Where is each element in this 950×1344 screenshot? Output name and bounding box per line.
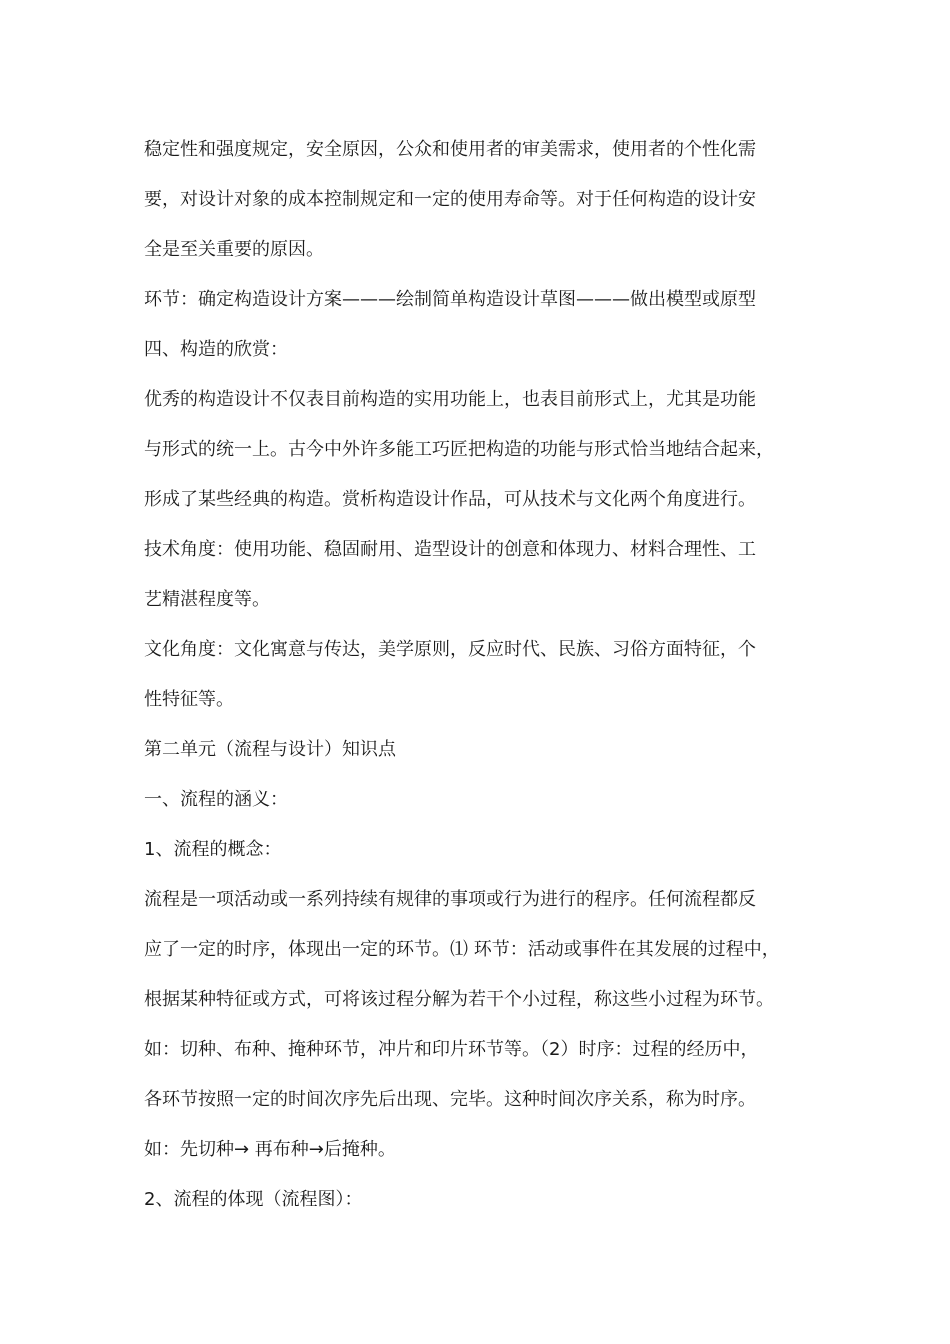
text-line: 文化角度：文化寓意与传达，美学原则，反应时代、民族、习俗方面特征，个 xyxy=(144,639,756,660)
text-line: 与形式的统一上。古今中外许多能工巧匠把构造的功能与形式恰当地结合起来， xyxy=(144,439,774,460)
text-line: 各环节按照一定的时间次序先后出现、完毕。这种时间次序关系，称为时序。 xyxy=(144,1089,756,1110)
section-heading: 四、构造的欣赏： xyxy=(144,339,288,360)
text-line: 艺精湛程度等。 xyxy=(144,589,270,610)
unit-heading: 第二单元（流程与设计）知识点 xyxy=(144,739,396,760)
section-heading: 一、流程的涵义： xyxy=(144,789,288,810)
text-line: 性特征等。 xyxy=(144,689,234,710)
text-line: 稳定性和强度规定，安全原因，公众和使用者的审美需求，使用者的个性化需 xyxy=(144,139,756,160)
text-line: 全是至关重要的原因。 xyxy=(144,239,324,260)
subsection-heading: 2、流程的体现（流程图）： xyxy=(144,1189,363,1210)
text-line: 如：先切种→ 再布种→后掩种。 xyxy=(144,1139,396,1160)
text-line: 优秀的构造设计不仅表目前构造的实用功能上，也表目前形式上，尤其是功能 xyxy=(144,389,756,410)
text-line: 应了一定的时序，体现出一定的环节。⑴ 环节：活动或事件在其发展的过程中， xyxy=(144,939,780,960)
text-line: 形成了某些经典的构造。赏析构造设计作品，可从技术与文化两个角度进行。 xyxy=(144,489,756,510)
text-line: 技术角度：使用功能、稳固耐用、造型设计的创意和体现力、材料合理性、工 xyxy=(144,539,756,560)
text-line: 如：切种、布种、掩种环节，冲片和印片环节等。（2）时序：过程的经历中， xyxy=(144,1039,759,1060)
text-line: 要，对设计对象的成本控制规定和一定的使用寿命等。对于任何构造的设计安 xyxy=(144,189,756,210)
subsection-heading: 1、流程的概念： xyxy=(144,839,282,860)
text-line: 流程是一项活动或一系列持续有规律的事项或行为进行的程序。任何流程都反 xyxy=(144,889,756,910)
text-line: 环节：确定构造设计方案———绘制简单构造设计草图———做出模型或原型 xyxy=(144,289,756,310)
text-line: 根据某种特征或方式，可将该过程分解为若干个小过程，称这些小过程为环节。 xyxy=(144,989,774,1010)
